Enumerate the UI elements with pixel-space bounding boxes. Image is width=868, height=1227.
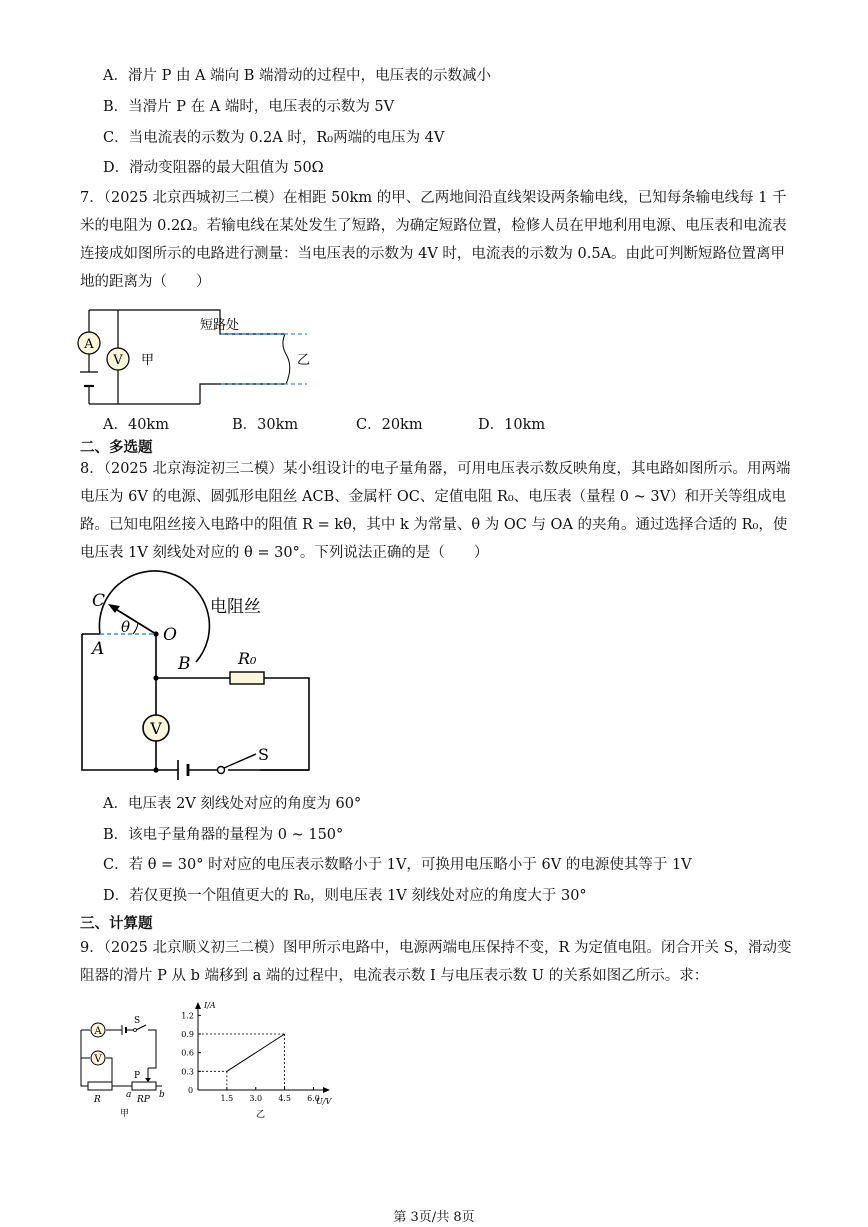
q8-label-r0: R₀ xyxy=(238,649,257,668)
q9-label-a: a xyxy=(126,1090,132,1100)
q8-resistor-r0 xyxy=(230,672,264,684)
q8-label-s: S xyxy=(258,745,269,764)
q9-graph-yi xyxy=(180,1000,340,1120)
q7-circuit-figure xyxy=(75,300,315,412)
q9-graph-ylabel: I/A xyxy=(204,1001,216,1010)
page-footer: 第 3页/共 8页 xyxy=(393,1210,475,1225)
q9-label-r: R xyxy=(94,1095,101,1105)
y-tick-label: 0.9 xyxy=(181,1030,194,1039)
q7-short-label: 短路处 xyxy=(200,318,240,333)
x-tick-label: 3.0 xyxy=(249,1094,263,1103)
q7-option-a: A．40km xyxy=(103,417,169,433)
q9-label-rp: RP xyxy=(137,1095,150,1105)
q9-graph-xlabel: U/V xyxy=(316,1097,332,1106)
series-line xyxy=(227,1034,285,1071)
q7-option-c: C．20km xyxy=(356,417,423,433)
q8-label-o: O xyxy=(163,625,177,645)
q9-caption-yi: 乙 xyxy=(256,1110,266,1120)
q9-caption-jia: 甲 xyxy=(120,1109,130,1119)
q9-graph-origin: 0 xyxy=(188,1086,194,1095)
q8-option-a: A．电压表 2V 刻线处对应的角度为 60° xyxy=(103,796,362,812)
x-tick-label: 1.5 xyxy=(220,1094,234,1103)
q8-circuit-figure xyxy=(78,588,318,778)
q7-voltmeter-label: V xyxy=(113,353,123,368)
q7-yi-label: 乙 xyxy=(297,353,311,368)
q8-option-b: B．该电子量角器的量程为 0 ~ 150° xyxy=(103,827,344,843)
q7-ammeter-label: A xyxy=(84,337,94,352)
q7-option-b: B．30km xyxy=(232,417,299,433)
y-tick-label: 0.6 xyxy=(181,1048,194,1058)
q8-label-c: C xyxy=(92,591,106,611)
q7-stem: 7．（2025 北京西城初三二模）在相距 50km 的甲、乙两地间沿直线架设两条输电线，已知每条输电线每 1 千米的电阻为 0.2Ω。若输电线在某处发生了短路，为确定短路位置，检修人员在甲地利用电源、电压表和电流表连接成如图所示的电路进行测量：当电压表的示数为 4V 时，电流表的示数为 0.5A。由此可判断短路位置离甲地的距离为（ ） xyxy=(80,190,787,290)
q8-label-b: B xyxy=(178,654,191,674)
q8-label-wire: 电阻丝 xyxy=(210,597,261,617)
q8-label-a: A xyxy=(92,639,105,659)
q7-option-d: D．10km xyxy=(478,417,546,433)
q8-label-theta: θ xyxy=(121,618,131,636)
q9-circuit-jia xyxy=(76,1018,176,1118)
y-tick-label: 0.3 xyxy=(181,1067,194,1077)
y-tick-label: 1.2 xyxy=(181,1011,194,1021)
q9-stem: 9．（2025 北京顺义初三二模）图甲所示电路中，电源两端电压保持不变，R 为定值电阻。闭合开关 S，滑动变阻器的滑片 P 从 b 端移到 a 端的过程中，电流表示数 I 与电压表示数 U 的关系如图乙所示。求： xyxy=(80,940,792,984)
q8-voltmeter-label: V xyxy=(150,719,162,738)
x-tick-label: 6.0 xyxy=(307,1094,320,1103)
q8-option-d: D．若仅更换一个阻值更大的 R₀，则电压表 1V 刻线处对应的角度大于 30° xyxy=(103,888,587,904)
q8-option-c: C．若 θ = 30° 时对应的电压表示数略小于 1V，可换用电压略小于 6V 的电源使其等于 1V xyxy=(103,857,692,873)
q6-option-a: A．滑片 P 由 A 端向 B 端滑动的过程中，电压表的示数减小 xyxy=(103,68,492,84)
q9-voltmeter-label: V xyxy=(94,1054,102,1065)
section-calculation: 三、计算题 xyxy=(80,916,153,932)
q6-option-d: D．滑动变阻器的最大阻值为 50Ω xyxy=(103,160,324,176)
q6-option-c: C．当电流表的示数为 0.2A 时，R₀两端的电压为 4V xyxy=(103,130,445,146)
q7-jia-label: 甲 xyxy=(141,353,155,368)
q9-label-s: S xyxy=(134,1016,141,1026)
q6-option-b: B．当滑片 P 在 A 端时，电压表的示数为 5V xyxy=(103,99,395,115)
q8-stem: 8．（2025 北京海淀初三二模）某小组设计的电子量角器，可用电压表示数反映角度，其电路如图所示。用两端电压为 6V 的电源、圆弧形电阻丝 ACB、金属杆 OC、定值电阻 R₀、电压表（量程 0 ~ 3V）和开关等组成电路。已知电阻丝接入电路中的阻值 R = kθ，其中 k 为常量、θ 为 OC 与 OA 的夹角。通过选择合适的 R₀，使电压表 1V 刻线处对应的 θ = 30°。下列说法正确的是（ ） xyxy=(80,461,791,561)
q9-ammeter-label: A xyxy=(94,1026,102,1037)
section-multiple-choice: 二、多选题 xyxy=(80,440,153,456)
q9-label-b: b xyxy=(159,1090,165,1100)
q9-label-p: P xyxy=(134,1071,141,1081)
x-tick-label: 4.5 xyxy=(278,1094,291,1103)
